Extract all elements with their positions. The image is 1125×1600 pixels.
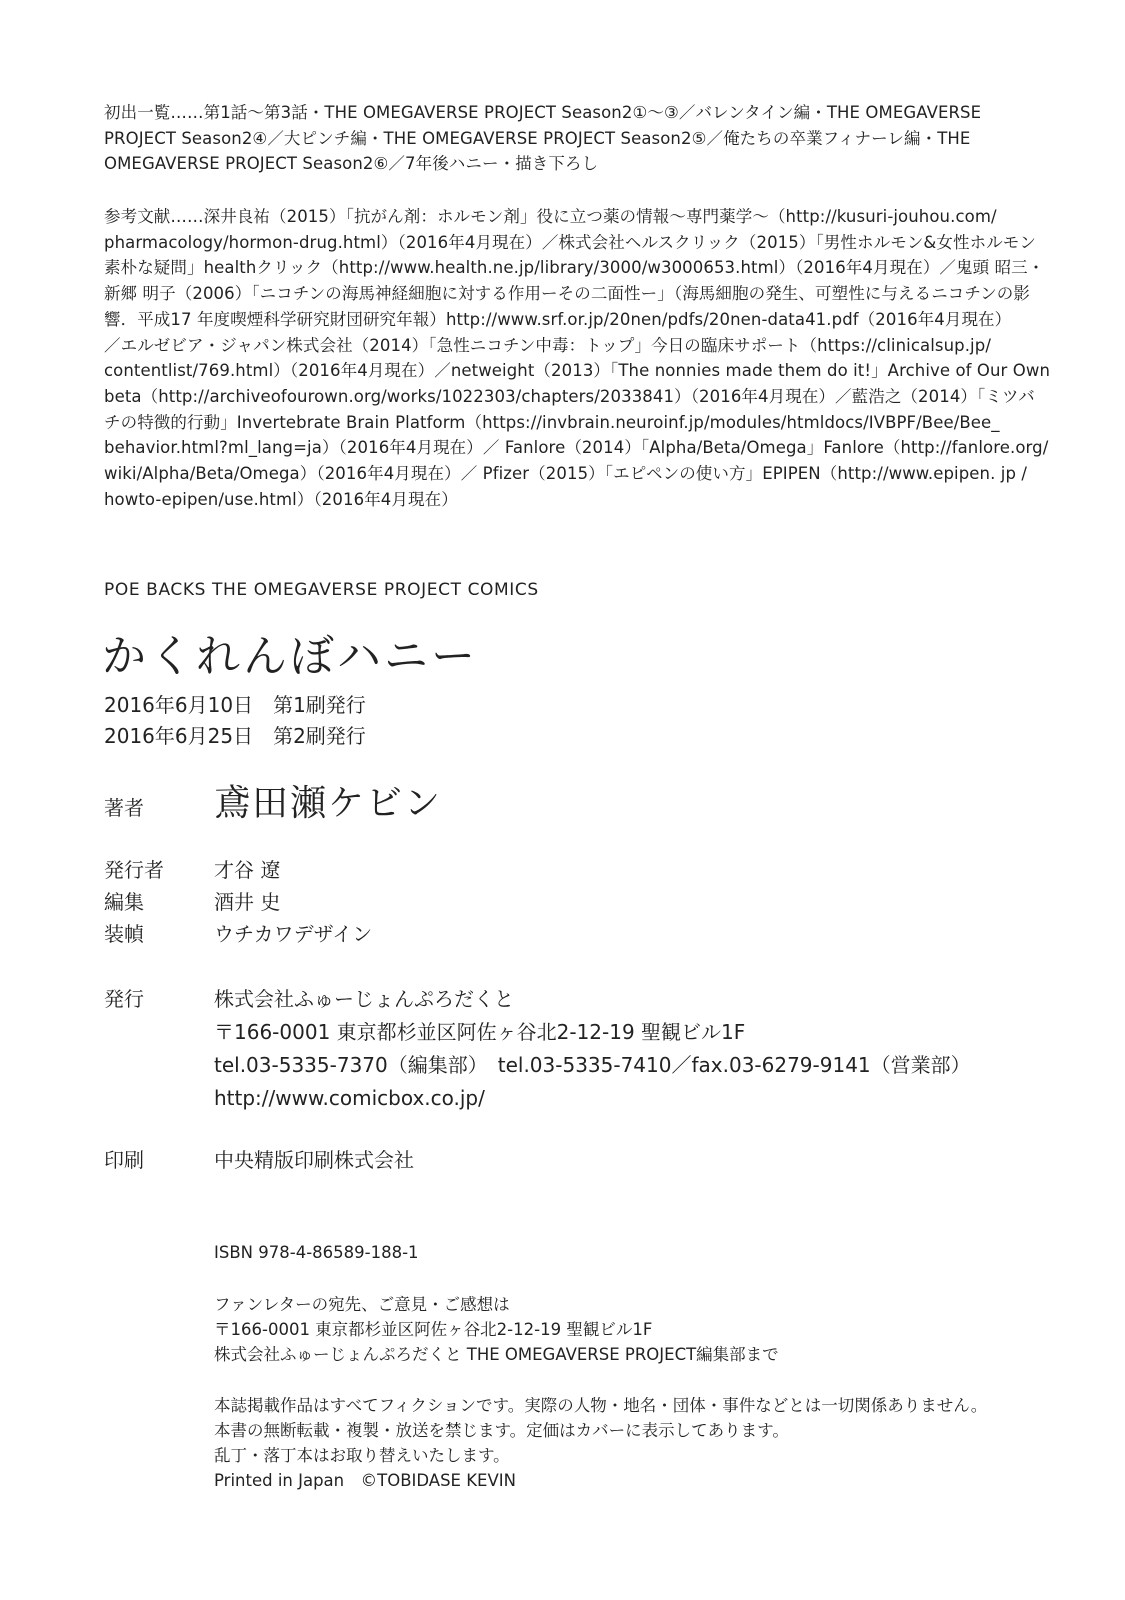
fan-letter-address <box>214 1292 779 1367</box>
reference-line: pharmacology/hormon-drug.html）（2016年4月現在）／株式会社ヘルスクリック（2015）「男性ホルモン&女性ホルモン <box>104 232 1036 252</box>
notices <box>214 1393 987 1493</box>
author-label: 著者 <box>104 796 144 820</box>
reference-line: 素朴な疑問」healthクリック（http://www.health.ne.jp/library/3000/w3000653.html）（2016年4月現在）／鬼頭 昭三・ <box>104 258 1045 278</box>
first-appearance-line: OMEGAVERSE PROJECT Season2⑥／7年後ハニー・描き下ろし <box>104 154 599 174</box>
date-line: 2016年6月10日 第1刷発行 <box>104 693 366 717</box>
isbn: ISBN 978-4-86589-188-1 <box>214 1243 419 1262</box>
reference-line: 新郷 明子（2006）「ニコチンの海馬神経細胞に対する作用ーその二面性ー」（海馬細胞の発生、可塑性に与えるニコチンの影 <box>104 284 1030 304</box>
printing-row <box>104 1144 414 1173</box>
design-label: 装幀 <box>104 922 144 946</box>
notice-line: 本誌掲載作品はすべてフィクションです。実際の人物・地名・団体・事件などとは一切関係ありません。 <box>214 1396 988 1415</box>
fan-letter-line: ファンレターの宛先、ご意見・ご感想は <box>214 1295 510 1314</box>
publisher-phone: tel.03-5335-7370（編集部） tel.03-5335-7410／fax.03-6279-9141（営業部） <box>214 1053 971 1077</box>
publisher-company: 株式会社ふゅーじょんぷろだくと <box>214 987 514 1011</box>
editor-label: 編集 <box>104 890 144 914</box>
notice-line: 乱丁・落丁本はお取り替えいたします。 <box>214 1446 510 1465</box>
reference-line: contentlist/769.html）（2016年4月現在）／netweight（2013）「The nonnies made them do it!」Archive of Our Own <box>104 361 1051 381</box>
references-list <box>104 204 1051 512</box>
notice-line: Printed in Japan ©TOBIDASE KEVIN <box>214 1471 516 1490</box>
reference-line: 響．平成17 年度喫煙科学研究財団研究年報）http://www.srf.or.jp/20nen/pdfs/20nen-data41.pdf（2016年4月現在） <box>104 309 1012 329</box>
publisher-person-row <box>104 854 280 883</box>
first-appearance-line: 初出一覧……第1話〜第3話・THE OMEGAVERSE PROJECT Season2①〜③／バレンタイン編・THE OMEGAVERSE <box>104 103 982 122</box>
first-appearance-list <box>104 100 1004 177</box>
publisher-person-name: 才谷 遼 <box>214 858 281 882</box>
reference-line: 参考文献……深井良祐（2015）「抗がん剤：ホルモン剤」役に立つ薬の情報〜専門薬学〜（http://kusuri-jouhou.com/ <box>104 207 997 226</box>
reference-line: behavior.html?ml_lang=ja）（2016年4月現在）／ Fanlore（2014）「Alpha/Beta/Omega」Fanlore（http://fanlore.org/ <box>104 438 1049 458</box>
publication-details <box>214 983 971 1115</box>
notice-line: 本書の無断転載・複製・放送を禁じます。定価はカバーに表示してあります。 <box>214 1421 789 1440</box>
publication-dates <box>104 690 366 752</box>
publication-label: 発行 <box>104 987 144 1011</box>
printing-label: 印刷 <box>104 1148 144 1172</box>
publication-row <box>104 983 971 1115</box>
design-name: ウチカワデザイン <box>214 922 373 946</box>
publisher-person-label: 発行者 <box>104 858 164 882</box>
reference-line: チの特徴的行動」Invertebrate Brain Platform（https://invbrain.neuroinf.jp/modules/htmldocs/IVBPF/Bee/Bee_ <box>104 412 1000 432</box>
series-name: POE BACKS THE OMEGAVERSE PROJECT COMICS <box>104 580 539 600</box>
reference-line: howto-epipen/use.html）（2016年4月現在） <box>104 489 458 509</box>
date-line: 2016年6月25日 第2刷発行 <box>104 724 366 748</box>
author-name: 鳶田瀬ケビン <box>214 783 443 824</box>
fan-letter-line: 株式会社ふゅーじょんぷろだくと THE OMEGAVERSE PROJECT編集部まで <box>214 1345 779 1364</box>
reference-line: ／エルゼビア・ジャパン株式会社（2014）「急性ニコチン中毒：トップ」今日の臨床サポート（https://clinicalsup.jp/ <box>104 335 991 355</box>
author-row <box>104 775 442 826</box>
reference-line: beta（http://archiveofourown.org/works/1022303/chapters/2033841）（2016年4月現在）／藍浩之（2014）「ミツバ <box>104 386 1035 406</box>
printer-name: 中央精版印刷株式会社 <box>214 1148 414 1172</box>
publisher-address: 〒166-0001 東京都杉並区阿佐ヶ谷北2-12-19 聖観ビル1F <box>214 1020 746 1044</box>
design-row <box>104 918 372 947</box>
reference-line: wiki/Alpha/Beta/Omega）（2016年4月現在）／ Pfizer（2015）「エピペンの使い方」EPIPEN（http://www.epipen. jp / <box>104 464 1028 484</box>
first-appearance-line: PROJECT Season2④／大ピンチ編・THE OMEGAVERSE PROJECT Season2⑤／俺たちの卒業フィナーレ編・THE <box>104 128 971 148</box>
editor-name: 酒井 史 <box>214 890 281 914</box>
publisher-website: http://www.comicbox.co.jp/ <box>214 1086 485 1110</box>
fan-letter-line: 〒166-0001 東京都杉並区阿佐ヶ谷北2-12-19 聖観ビル1F <box>214 1320 653 1339</box>
editor-row <box>104 886 280 915</box>
book-title: かくれんぼハニー <box>102 631 478 682</box>
